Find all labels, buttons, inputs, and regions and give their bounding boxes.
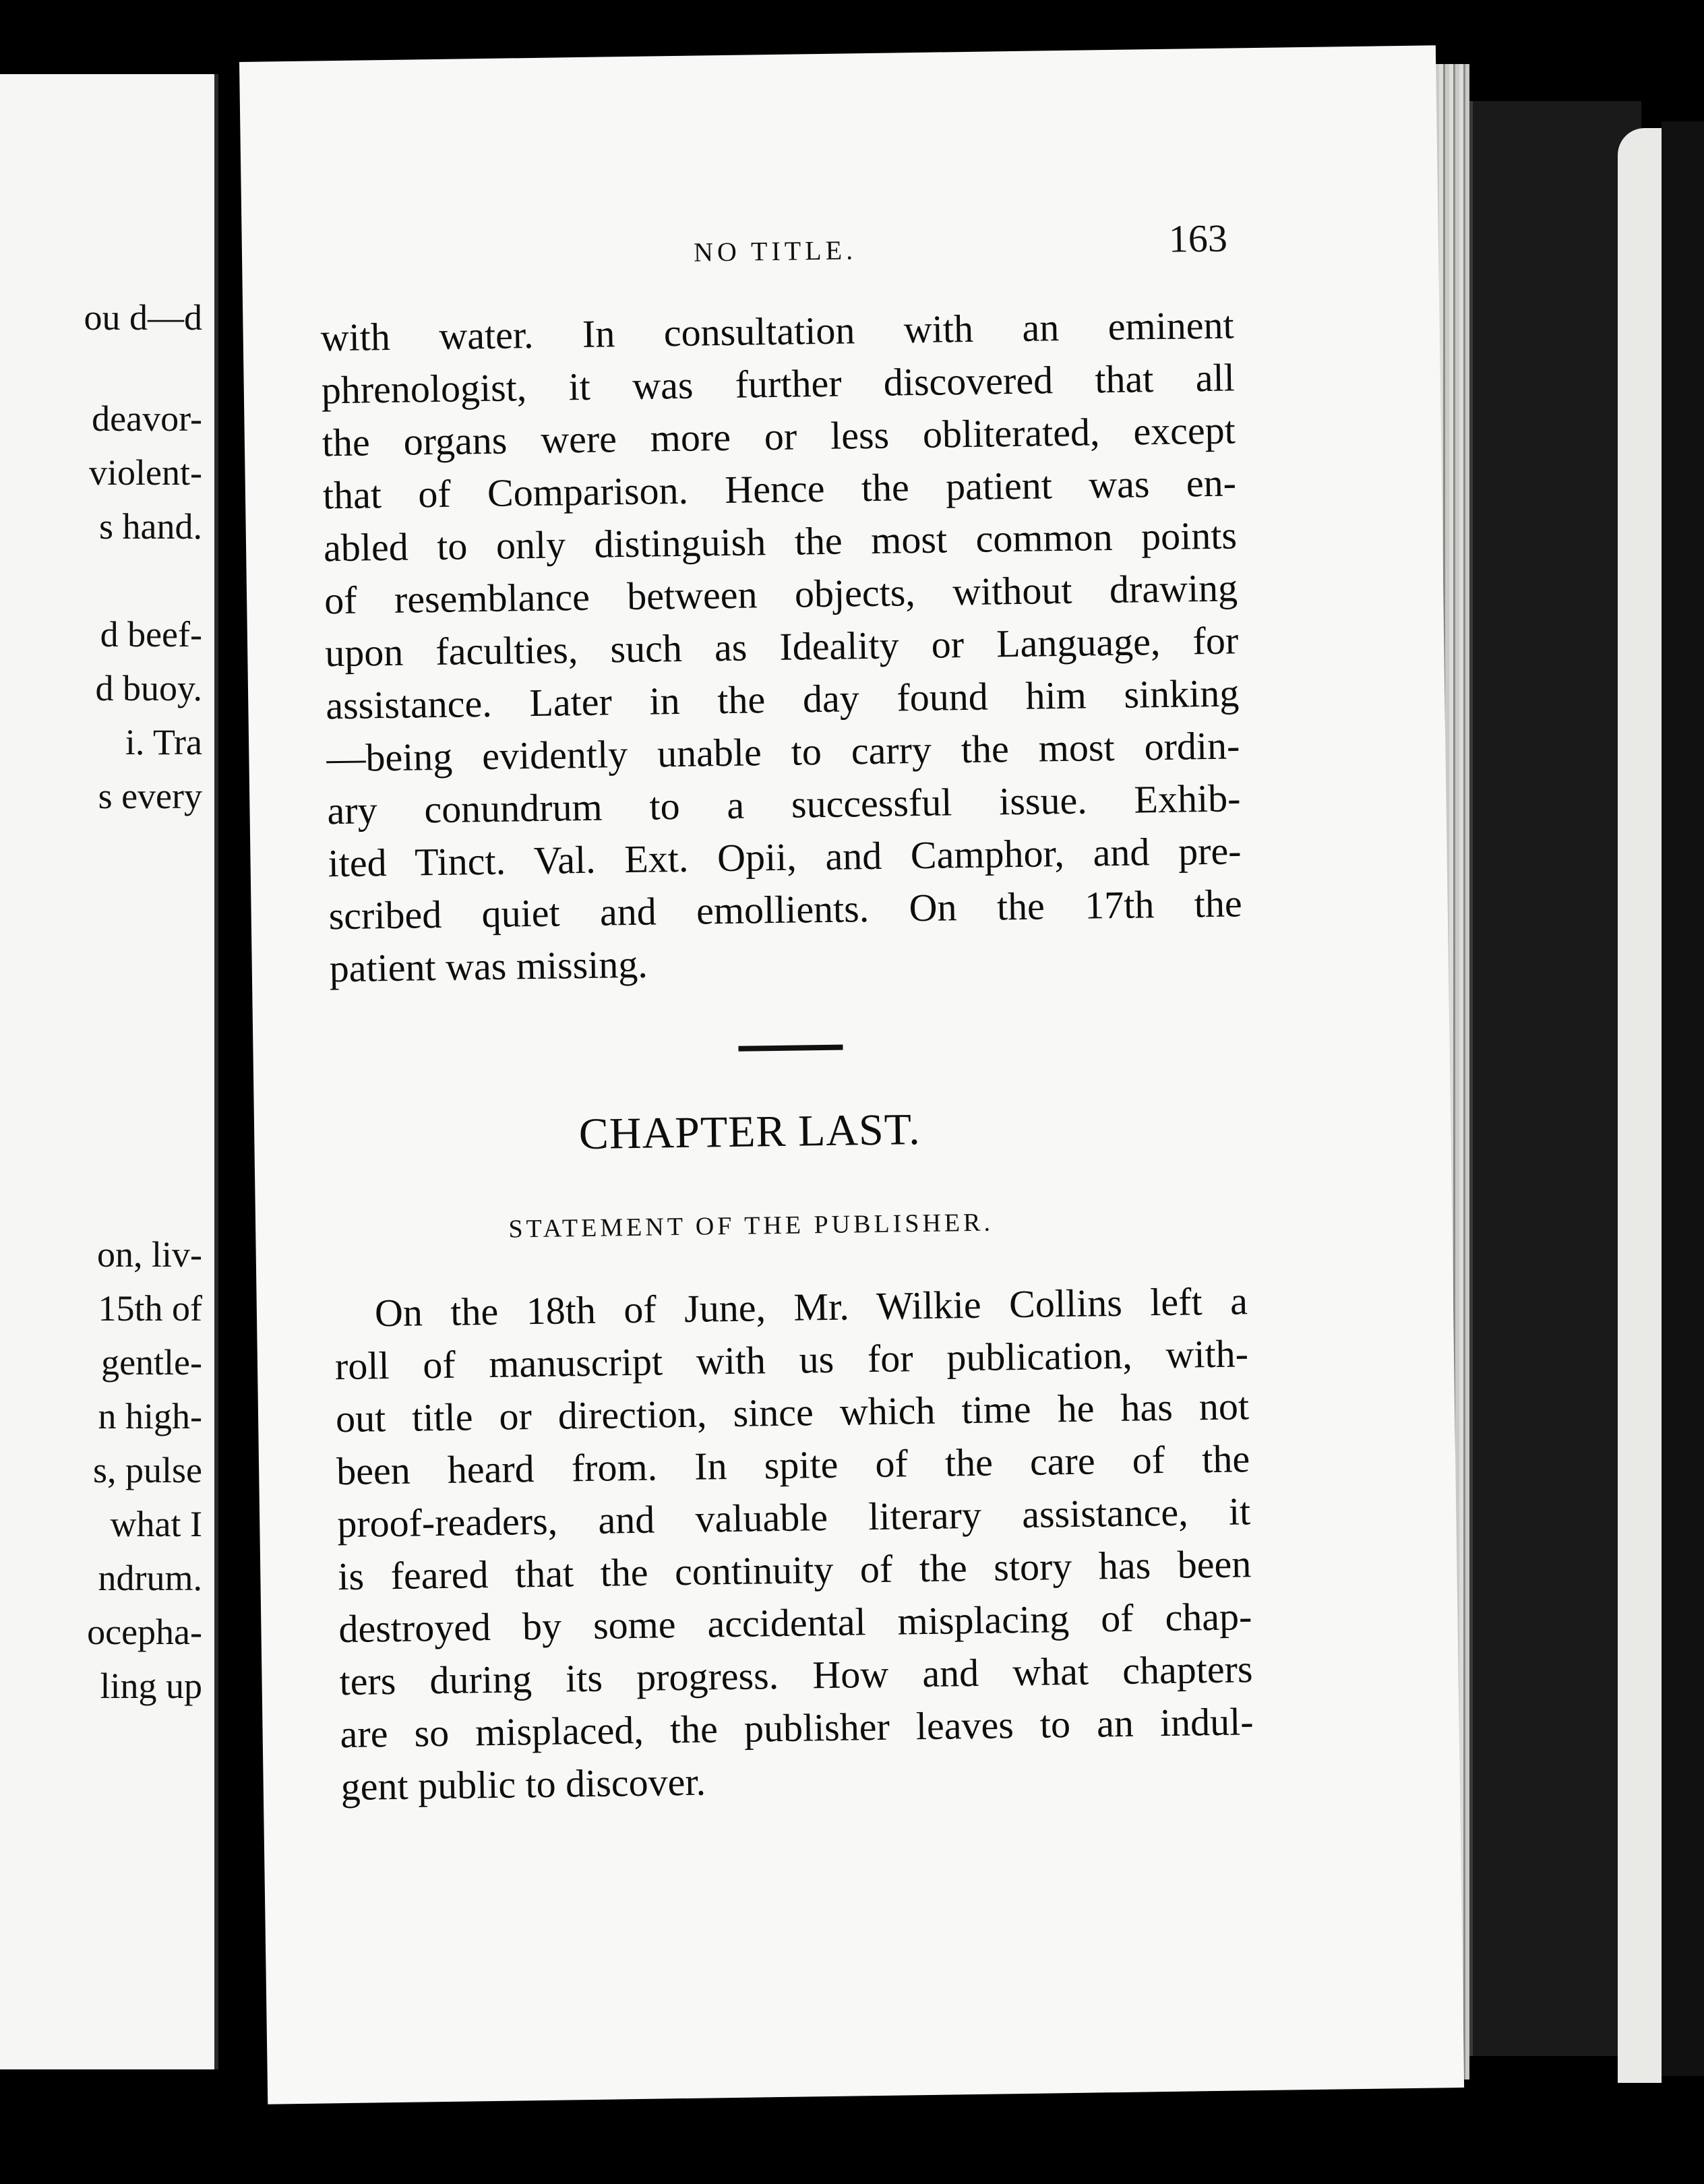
left-page-line: s every [98, 776, 202, 816]
body-line: ited Tinct. Val. Ext. Opii, and Camphor, and pre- [328, 828, 1242, 886]
running-head [242, 216, 1438, 268]
left-page-line: violent- [89, 452, 202, 493]
body-line: phrenologist, it was further discovered that all [321, 355, 1236, 413]
left-page-line: d beef- [100, 614, 202, 655]
chapter-line: ters during its progress. How and what chapters [339, 1647, 1253, 1704]
chapter-line: proof-readers, and valuable literary assistance, it [336, 1489, 1251, 1546]
body-line: patient was missing. [329, 942, 648, 991]
chapter-subtitle: STATEMENT OF THE PUBLISHER. [508, 1208, 994, 1244]
body-line: assistance. Later in the day found him sinking [325, 671, 1240, 728]
chapter-line: been heard from. In spite of the care of the [336, 1436, 1250, 1494]
chapter-line: roll of manuscript with us for publication, with- [334, 1331, 1249, 1389]
body-line: abled to only distinguish the most common points [323, 513, 1238, 570]
left-page-line: ocepha- [87, 1612, 202, 1652]
body-line: scribed quiet and emollients. On the 17th the [328, 881, 1243, 938]
left-facing-page [0, 74, 218, 2069]
body-line: of resemblance between objects, without drawing [324, 566, 1238, 623]
running-head-title: NO TITLE. [693, 235, 857, 268]
chapter-line: is feared that the continuity of the story has been [337, 1542, 1252, 1599]
left-page-line: what I [110, 1504, 202, 1544]
chapter-line: out title or direction, since which time he has not [335, 1384, 1250, 1441]
body-line: with water. In consultation with an eminent [320, 303, 1235, 360]
chapter-line: On the 18th of June, Mr. Wilkie Collins left a [374, 1279, 1248, 1335]
body-line: —being evidently unable to carry the most ordin- [326, 723, 1240, 781]
chapter-line: are so misplaced, the publisher leaves to an indul- [340, 1699, 1254, 1757]
body-line: ary conundrum to a successful issue. Exhib- [327, 776, 1241, 833]
left-page-line: ndrum. [98, 1558, 202, 1598]
body-line: that of Comparison. Hence the patient was en- [322, 460, 1237, 518]
body-line: the organs were more or less obliterated, except [322, 408, 1236, 465]
chapter-paragraph [334, 1275, 1254, 1813]
left-page-line: s, pulse [93, 1450, 202, 1490]
left-page-line: gentle- [101, 1342, 202, 1383]
left-page-line: ou d—d [84, 297, 202, 338]
left-page-line: i. Tra [125, 722, 202, 762]
book-cover-board [1466, 101, 1641, 2056]
page-number: 163 [1168, 216, 1228, 261]
book-page [239, 45, 1464, 2104]
left-page-line: ling up [100, 1666, 202, 1706]
body-line: upon faculties, such as Ideality or Language, for [324, 618, 1239, 675]
left-page-line: s hand. [99, 506, 202, 547]
left-page-line: d buoy. [95, 668, 202, 708]
chapter-title: CHAPTER LAST. [578, 1105, 921, 1159]
left-page-line: n high- [98, 1396, 202, 1436]
body-paragraph [320, 299, 1243, 995]
chapter-line: gent public to discover. [340, 1759, 706, 1809]
left-page-line: deavor- [92, 398, 202, 439]
left-page-line: 15th of [98, 1288, 202, 1329]
section-divider [738, 1045, 843, 1052]
book-cover-shadow [1662, 121, 1704, 2076]
chapter-line: destroyed by some accidental misplacing of chap- [338, 1594, 1252, 1651]
left-page-line: on, liv- [97, 1234, 202, 1275]
book-cover-edge [1618, 128, 1662, 2083]
